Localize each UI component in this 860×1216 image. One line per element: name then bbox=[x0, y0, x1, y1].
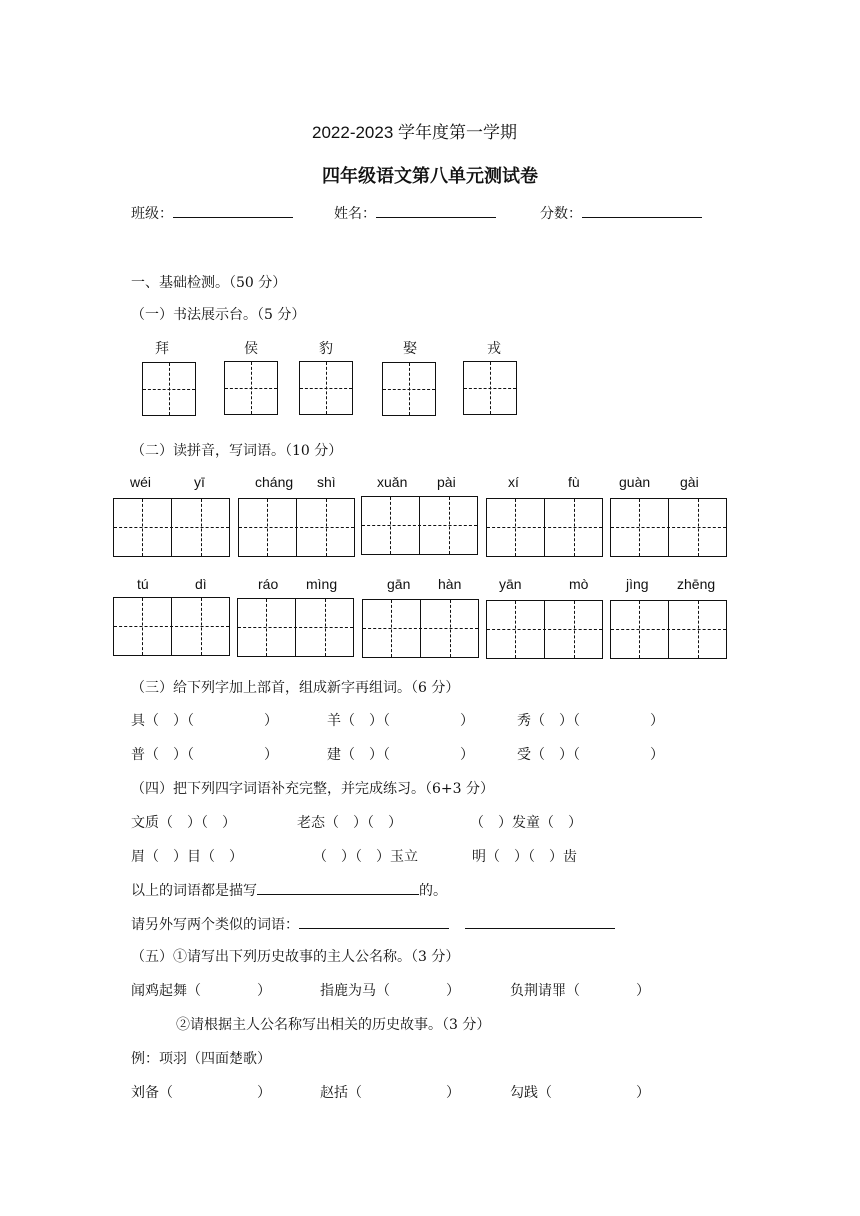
pinyin: mìng bbox=[306, 576, 338, 592]
pinyin: xí bbox=[508, 474, 519, 490]
pinyin: mò bbox=[569, 576, 589, 592]
word-grid[interactable] bbox=[237, 598, 354, 657]
story-question[interactable]: 勾践（ ） bbox=[510, 1085, 650, 1101]
describe-prefix: 以上的词语都是描写 bbox=[131, 883, 257, 899]
pinyin: zhēng bbox=[677, 576, 716, 592]
radical-question[interactable]: 建（ ）（ ） bbox=[327, 747, 474, 763]
story-question[interactable]: 负荆请罪（ ） bbox=[510, 983, 650, 999]
idiom-question[interactable]: 明（ ）（ ）齿 bbox=[472, 849, 577, 865]
part-heading: （一）书法展示台。（5 分） bbox=[131, 307, 306, 323]
score-label: 分数： bbox=[540, 206, 582, 222]
pinyin: wéi bbox=[130, 474, 152, 490]
pinyin: gān bbox=[387, 576, 411, 592]
name-field bbox=[334, 203, 496, 223]
word-grid[interactable] bbox=[361, 496, 478, 555]
writing-grid[interactable] bbox=[299, 361, 353, 415]
part-subheading: ②请根据主人公名称写出相关的历史故事。（3 分） bbox=[176, 1017, 491, 1033]
describe-blank[interactable] bbox=[257, 880, 419, 895]
describe-question bbox=[131, 880, 447, 900]
calligraphy-char: 拜 bbox=[155, 341, 169, 357]
part-heading: （五）①请写出下列历史故事的主人公名称。（3 分） bbox=[131, 949, 460, 965]
pinyin: guàn bbox=[619, 474, 651, 490]
pinyin: dì bbox=[195, 576, 207, 592]
radical-question[interactable]: 羊（ ）（ ） bbox=[327, 713, 474, 729]
idiom-question[interactable]: 文质（ ）（ ） bbox=[131, 815, 236, 831]
story-question[interactable]: 刘备（ ） bbox=[131, 1085, 271, 1101]
writing-grid[interactable] bbox=[224, 361, 278, 415]
class-label: 班级： bbox=[131, 206, 173, 222]
pinyin: shì bbox=[317, 474, 336, 490]
word-grid[interactable] bbox=[238, 498, 355, 557]
calligraphy-char: 娶 bbox=[403, 341, 417, 357]
idiom-question[interactable]: 老态（ ）（ ） bbox=[297, 815, 402, 831]
word-grid[interactable] bbox=[610, 600, 727, 659]
part-heading: （二）读拼音，写词语。（10 分） bbox=[131, 443, 343, 459]
part-heading: （四）把下列四字词语补充完整，并完成练习。（6+3 分） bbox=[131, 781, 494, 797]
similar-word-blank[interactable] bbox=[465, 914, 615, 929]
pinyin: cháng bbox=[255, 474, 294, 490]
radical-question[interactable]: 秀（ ）（ ） bbox=[517, 713, 664, 729]
score-field bbox=[540, 203, 702, 223]
calligraphy-char: 戎 bbox=[487, 341, 501, 357]
exam-term-title: 2022-2023 学年度第一学期 bbox=[312, 123, 518, 142]
pinyin: hàn bbox=[438, 576, 462, 592]
writing-grid[interactable] bbox=[463, 361, 517, 415]
word-grid[interactable] bbox=[486, 600, 603, 659]
writing-grid[interactable] bbox=[382, 362, 436, 416]
pinyin: yī bbox=[194, 474, 205, 490]
pinyin: xuǎn bbox=[377, 474, 408, 490]
writing-grid[interactable] bbox=[142, 362, 196, 416]
similar-words-question bbox=[131, 914, 615, 934]
word-grid[interactable] bbox=[362, 599, 479, 658]
pinyin: tú bbox=[137, 576, 149, 592]
section-heading: 一、基础检测。（50 分） bbox=[131, 275, 287, 291]
calligraphy-char: 豹 bbox=[319, 341, 333, 357]
radical-question[interactable]: 受（ ）（ ） bbox=[517, 747, 664, 763]
story-question[interactable]: 赵括（ ） bbox=[320, 1085, 460, 1101]
exam-title: 四年级语文第八单元测试卷 bbox=[322, 166, 538, 187]
pinyin: fù bbox=[568, 474, 580, 490]
score-blank[interactable] bbox=[582, 203, 702, 218]
class-field bbox=[131, 203, 293, 223]
word-grid[interactable] bbox=[113, 498, 230, 557]
similar-word-blank[interactable] bbox=[299, 914, 449, 929]
radical-question[interactable]: 普（ ）（ ） bbox=[131, 747, 278, 763]
idiom-question[interactable]: （ ）发童（ ） bbox=[470, 815, 582, 831]
pinyin: pài bbox=[437, 474, 456, 490]
radical-question[interactable]: 具（ ）（ ） bbox=[131, 713, 278, 729]
pinyin: ráo bbox=[258, 576, 279, 592]
pinyin: gài bbox=[680, 474, 699, 490]
idiom-question[interactable]: 眉（ ）目（ ） bbox=[131, 849, 243, 865]
class-blank[interactable] bbox=[173, 203, 293, 218]
name-label: 姓名： bbox=[334, 206, 376, 222]
similar-words-label: 请另外写两个类似的词语： bbox=[131, 917, 299, 933]
example-text: 例：项羽（四面楚歌） bbox=[131, 1051, 271, 1067]
story-question[interactable]: 闻鸡起舞（ ） bbox=[131, 983, 271, 999]
describe-suffix: 的。 bbox=[419, 883, 447, 899]
pinyin: jìng bbox=[626, 576, 649, 592]
word-grid[interactable] bbox=[610, 498, 727, 557]
story-question[interactable]: 指鹿为马（ ） bbox=[320, 983, 460, 999]
name-blank[interactable] bbox=[376, 203, 496, 218]
word-grid[interactable] bbox=[486, 498, 603, 557]
pinyin: yān bbox=[499, 576, 522, 592]
calligraphy-char: 侯 bbox=[244, 341, 258, 357]
idiom-question[interactable]: （ ）（ ）玉立 bbox=[313, 849, 418, 865]
part-heading: （三）给下列字加上部首，组成新字再组词。（6 分） bbox=[131, 680, 460, 696]
word-grid[interactable] bbox=[113, 597, 230, 656]
